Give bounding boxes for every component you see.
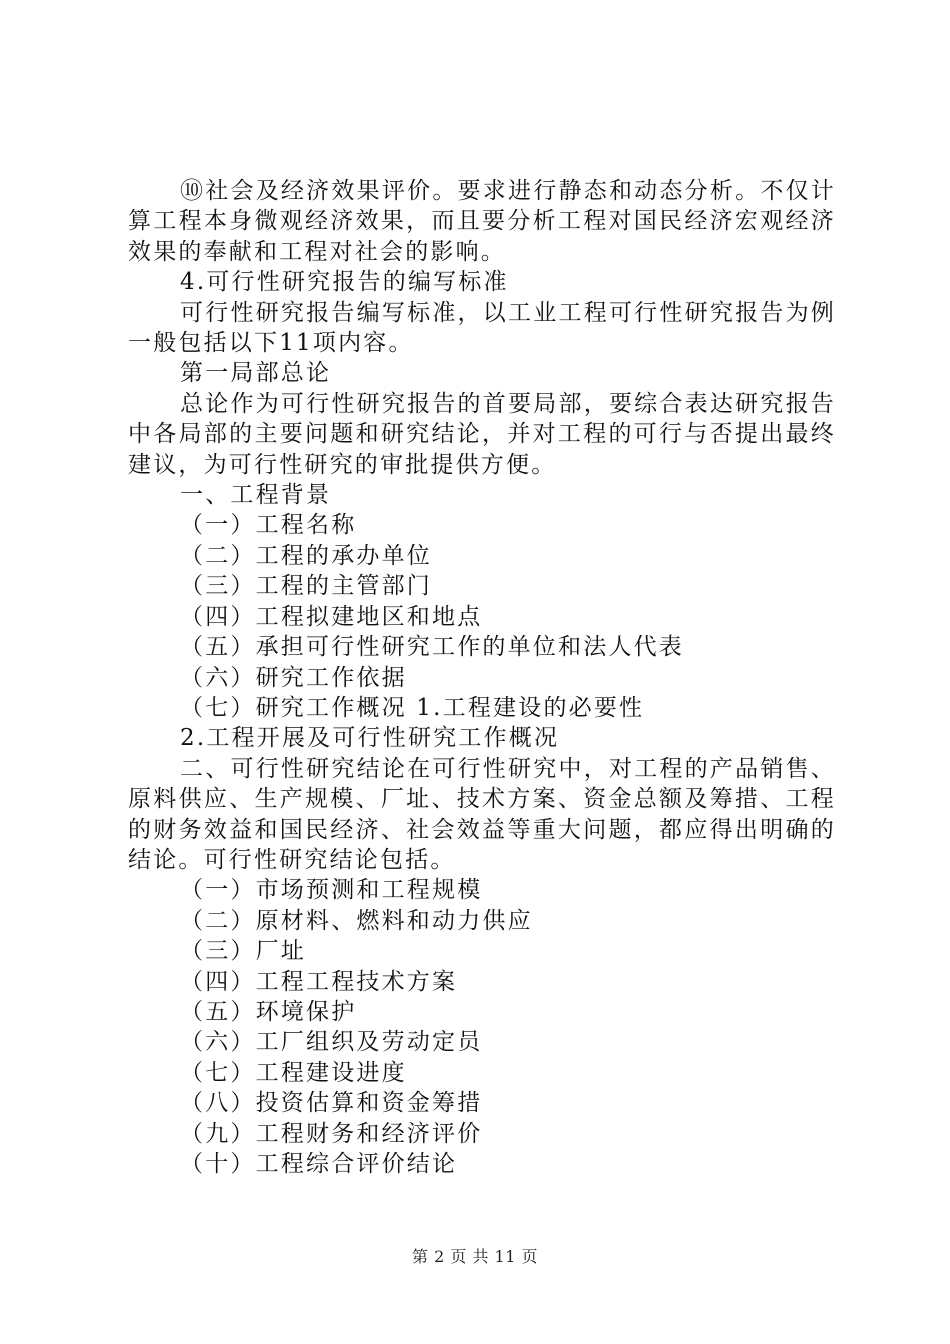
list-item: （四）工程工程技术方案	[180, 968, 458, 995]
list-item: （三）工程的主管部门	[180, 573, 432, 600]
list-item: （二）原材料、燃料和动力供应	[180, 907, 533, 934]
list-item: （一）工程名称	[180, 512, 357, 539]
list-item: （八）投资估算和资金筹措	[180, 1090, 483, 1117]
paragraph-standard-intro: 可行性研究报告编写标准，以工业工程可行性研究报告为例一般包括以下11项内容。	[128, 299, 836, 357]
heading-part-one: 第一局部总论	[180, 360, 332, 387]
conclusion-list	[128, 875, 836, 1179]
list-item: （一）市场预测和工程规模	[180, 877, 483, 904]
background-list	[128, 510, 836, 723]
paragraph-progress-overview: 2.工程开展及可行性研究工作概况	[180, 725, 560, 752]
list-item: （四）工程拟建地区和地点	[180, 603, 483, 630]
list-item: （十）工程综合评价结论	[180, 1151, 458, 1177]
list-item: （五）承担可行性研究工作的单位和法人代表	[180, 634, 684, 661]
list-item: （七）研究工作概况 1.工程建设的必要性	[180, 694, 645, 721]
list-item: （五）环境保护	[180, 998, 357, 1025]
list-item: （二）工程的承办单位	[180, 542, 432, 569]
paragraph-economic-evaluation: ⑩社会及经济效果评价。要求进行静态和动态分析。不仅计算工程本身微观经济效果，而且要分析工程对国民经济宏观经济效果的奉献和工程对社会的影响。	[128, 178, 836, 265]
heading-project-background: 一、工程背景	[180, 482, 332, 509]
paragraph-general-overview: 总论作为可行性研究报告的首要局部，要综合表达研究报告中各局部的主要问题和研究结论，并对工程的可行与否提出最终建议，为可行性研究的审批提供方便。	[128, 390, 836, 478]
heading-report-standard: 4.可行性研究报告的编写标准	[180, 269, 509, 296]
list-item: （七）工程建设进度	[180, 1059, 407, 1086]
paragraph-feasibility-conclusion: 二、可行性研究结论在可行性研究中，对工程的产品销售、原料供应、生产规模、厂址、技术方案、资金总额及筹措、工程的财务效益和国民经济、社会效益等重大问题，都应得出明确的结论。可行性研究结论包括。	[128, 755, 836, 873]
list-item: （六）研究工作依据	[180, 664, 407, 691]
list-item: （六）工厂组织及劳动定员	[180, 1029, 483, 1056]
document-body	[128, 176, 836, 1179]
list-item: （九）工程财务和经济评价	[180, 1120, 483, 1147]
list-item: （三）厂址	[180, 938, 306, 965]
page-footer: 第 2 页 共 11 页	[412, 1247, 538, 1266]
